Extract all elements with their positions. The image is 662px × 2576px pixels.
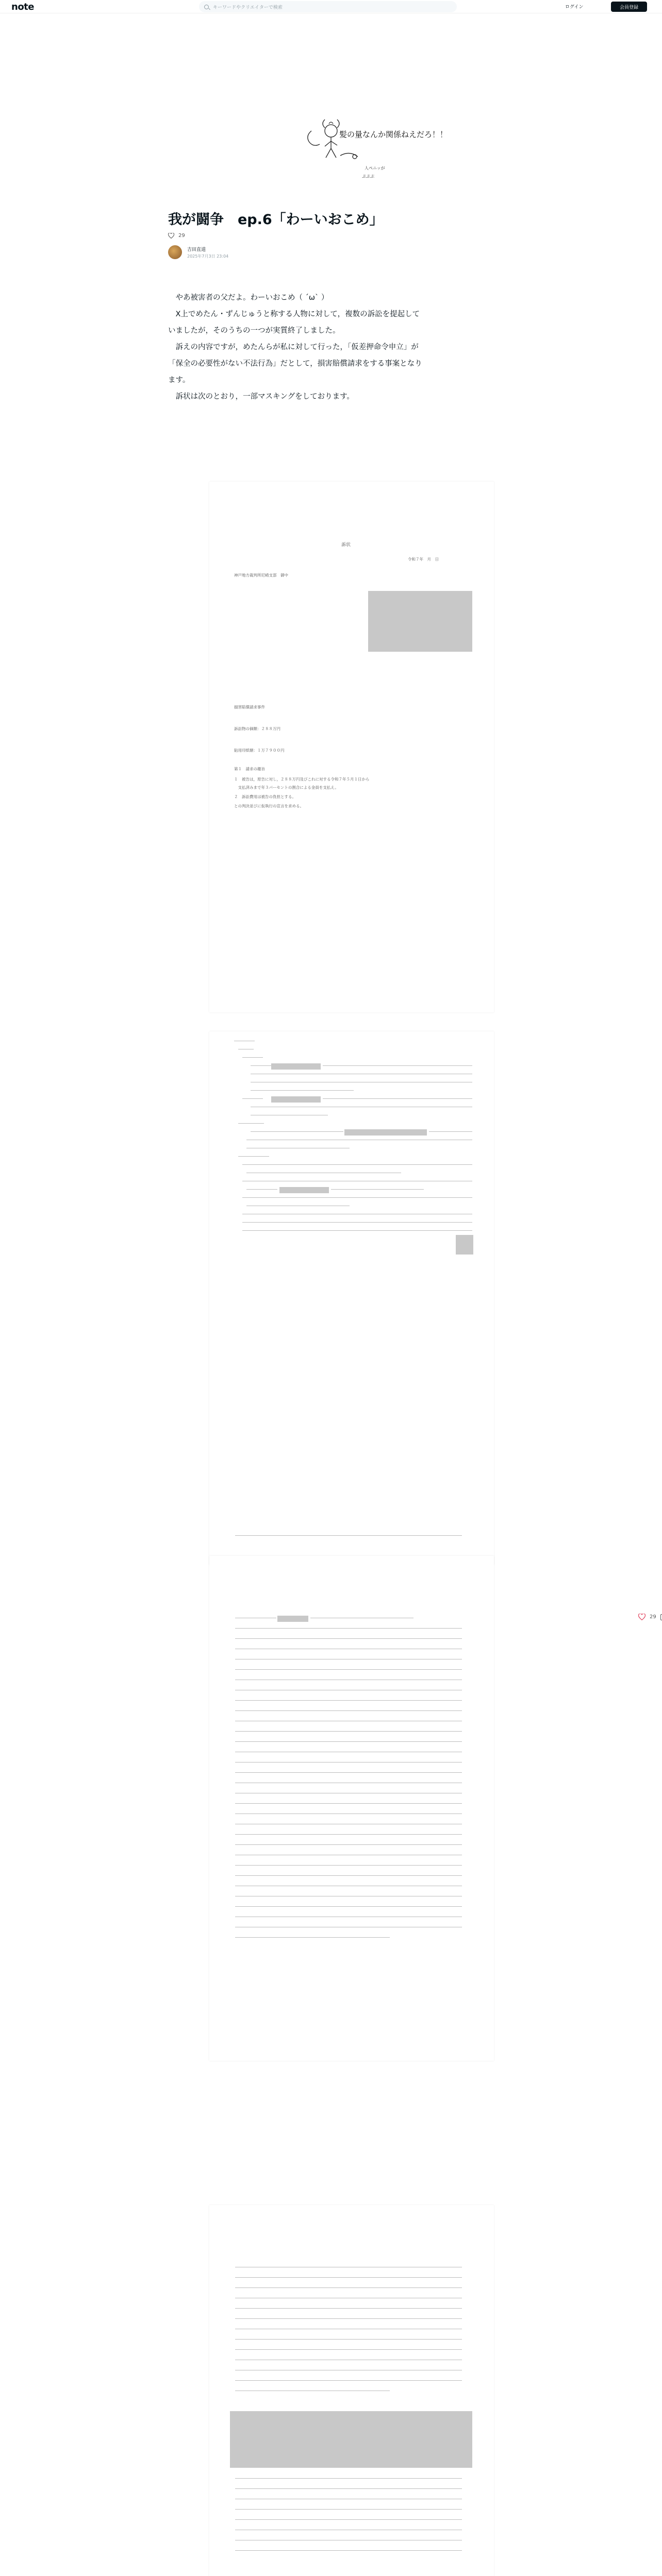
article-header-image (0, 40, 662, 190)
doc-section: 第１ 請求の趣旨 (234, 767, 265, 771)
heart-icon[interactable] (168, 233, 174, 239)
author-name[interactable]: 吉田直道 (187, 247, 206, 252)
doc-claim-3: との判決並びに仮執行の宣言を求める。 (234, 804, 304, 808)
doc-case: 損害賠償請求事件 (234, 705, 265, 709)
doc-fee: 貼用印紙額：１万７９００円 (234, 748, 285, 753)
note-logo[interactable]: note (11, 2, 34, 12)
doc-court: 神戸地方裁判所尼崎支部 御中 (234, 573, 288, 578)
doc-heading: 訴状 (341, 543, 351, 548)
hero-caption-2: ぷぷぷ (362, 174, 374, 179)
doc-claim-2: ２ 訴訟費用は被告の負担とする。 (234, 794, 296, 799)
login-link[interactable]: ログイン (565, 5, 584, 10)
complaint-page-4 (209, 1556, 494, 2061)
author-info[interactable] (168, 245, 228, 259)
complaint-page-5 (209, 2205, 494, 2576)
doc-claim-1b: 支払済みまで年３パーセントの割合による金員を支払え。 (234, 785, 339, 790)
redacted-name (279, 1187, 329, 1193)
top-navigation-bar (0, 0, 662, 13)
search-placeholder: キーワードやクリエイターで検索 (213, 5, 283, 10)
like-counter[interactable] (168, 233, 185, 239)
redacted-name (271, 1063, 321, 1070)
complaint-page-3 (209, 1530, 494, 1535)
body-paragraph: ます。 (168, 376, 190, 384)
body-paragraph: やあ被害者の父だよ。わーいおこめ（ ´ω` ） (168, 294, 329, 302)
search-input[interactable] (199, 1, 457, 12)
redacted-name (277, 1616, 308, 1622)
body-paragraph: 「保全の必要性がない不法行為」だとして，損害賠償請求をする事案となり (168, 360, 422, 368)
redacted-block (368, 591, 472, 652)
complaint-page-2 (209, 1031, 494, 1565)
body-paragraph: 訴状は次のとおり，一部マスキングをしております。 (168, 393, 354, 401)
signup-button[interactable]: 会員登録 (611, 2, 647, 12)
hero-speech-text: 髪の量なんか関係ねえだろ！！ (339, 130, 448, 139)
article-body (168, 290, 498, 405)
heart-icon[interactable] (638, 1614, 646, 1620)
author-avatar[interactable] (168, 245, 182, 259)
doc-amount: 訴訟物の価額：２８８万円 (234, 726, 280, 731)
like-count: 29 (178, 233, 185, 239)
publish-date: 2025年7月3日 23:04 (187, 253, 229, 259)
body-paragraph: いましたが，そのうちの一つが実質終了しました。 (168, 327, 340, 335)
floating-actions (638, 1614, 662, 1620)
redacted-name (271, 1096, 321, 1103)
redacted-block (456, 1235, 473, 1255)
redacted-name (344, 1129, 427, 1136)
body-paragraph: 訴えの内容ですが，めたんらが私に対して行った，「仮差押命令申立」が (168, 343, 419, 351)
side-like-count: 29 (650, 1614, 656, 1620)
redacted-block (230, 2411, 472, 2468)
body-paragraph: X上でめたん・ずんじゅうと称する人物に対して，複数の訴訟を提起して (168, 310, 420, 318)
doodle-illustration (176, 40, 486, 190)
doc-date: 令和７年 月 日 (408, 557, 439, 562)
complaint-page-1 (209, 482, 494, 1012)
search-icon (204, 5, 209, 9)
article-title: 我が闘争 ep.6「わーいおこめ」 (168, 212, 384, 228)
doc-claim-1: １ 被告は，原告に対し，２８８万円及びこれに対する令和７年５月１日から (234, 777, 370, 782)
hero-caption: 人ペニッが (365, 166, 385, 171)
